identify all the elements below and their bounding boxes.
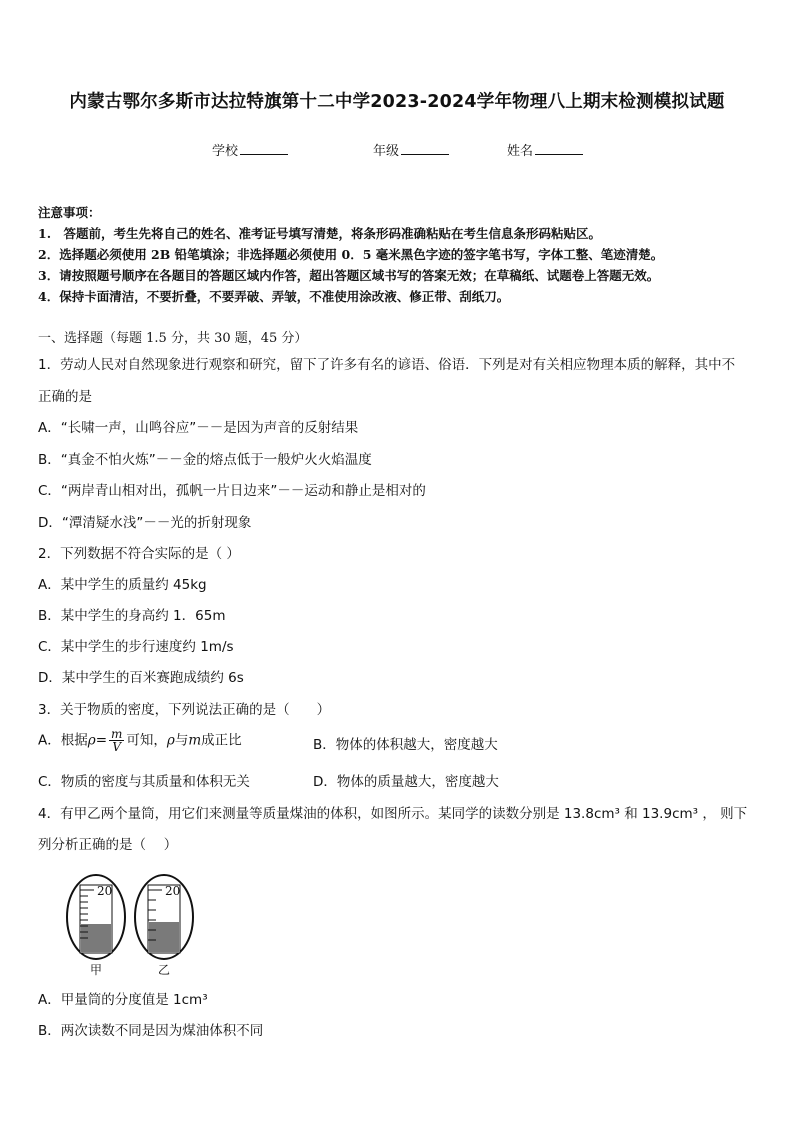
q4-stem-line1: 4．有甲乙两个量筒，用它们来测量等质量煤油的体积，如图所示。某同学的读数分别是 13.8cm³ 和 13.9cm³ ， 则下 (38, 806, 748, 822)
school-blank[interactable] (240, 142, 288, 155)
name-label: 姓名 (507, 144, 534, 159)
q1-option-a[interactable]: A．“长啸一声，山鸣谷应”－－是因为声音的反射结果 (38, 420, 359, 436)
density-fraction (109, 728, 124, 753)
q1-stem-line1: 1．劳动人民对自然现象进行观察和研究，留下了许多有名的谚语、俗语．下列是对有关相应物理本质的解释，其中不 (38, 357, 736, 373)
cylinder-a-label: 甲 (90, 963, 103, 977)
notice-item-2: 2．选择题必须使用 2B 铅笔填涂；非选择题必须使用 0．5 毫米黑色字迹的签字笔书写，字体工整、笔迹清楚。 (38, 247, 664, 262)
grade-field[interactable] (373, 140, 449, 159)
q3-a-mid: 可知， (126, 732, 167, 749)
q3-a-mid2: 与 (174, 732, 189, 749)
name-blank[interactable] (535, 142, 583, 155)
graduated-cylinders-figure (60, 870, 220, 980)
cylinder-b (135, 875, 193, 959)
q3-stem: 3．关于物质的密度，下列说法正确的是（ ） (38, 702, 331, 718)
notice-item-1: 1. 答题前，考生先将自己的姓名、准考证号填写清楚，将条形码准确粘贴在考生信息条形码粘贴区。 (38, 226, 602, 241)
q2-option-b[interactable]: B．某中学生的身高约 1．65m (38, 608, 226, 624)
fraction-denominator: V (112, 740, 122, 754)
q2-option-d[interactable]: D．某中学生的百米赛跑成绩约 6s (38, 670, 244, 686)
q2-option-c[interactable]: C．某中学生的步行速度约 1m/s (38, 639, 234, 655)
rho-symbol-2: ρ (166, 732, 175, 749)
notice-item-3: 3．请按照题号顺序在各题目的答题区域内作答，超出答题区域书写的答案无效；在草稿纸、试题卷上答题无效。 (38, 268, 660, 283)
q2-option-a[interactable]: A．某中学生的质量约 45kg (38, 577, 207, 593)
section-heading: 一、选择题（每题 1.5 分，共 30 题，45 分） (38, 331, 308, 346)
q4-option-b[interactable]: B．两次读数不同是因为煤油体积不同 (38, 1023, 264, 1039)
cylinders-illustration (60, 870, 220, 980)
cylinder-b-tick-label: 20 (165, 884, 181, 898)
q1-stem-line2: 正确的是 (38, 389, 92, 405)
rho-symbol: ρ (87, 732, 96, 749)
page-title: 内蒙古鄂尔多斯市达拉特旗第十二中学2023-2024学年物理八上期末检测模拟试题 (69, 92, 725, 112)
notice-heading: 注意事项： (38, 205, 101, 220)
q1-option-b[interactable]: B．“真金不怕火炼”－－金的熔点低于一般炉火火焰温度 (38, 452, 372, 468)
q4-option-a[interactable]: A．甲量筒的分度值是 1cm³ (38, 992, 208, 1008)
notice-item-4: 4．保持卡面清洁，不要折叠，不要弄破、弄皱，不准使用涂改液、修正带、刮纸刀。 (38, 289, 510, 304)
q3-option-d[interactable]: D．物体的质量越大，密度越大 (313, 774, 499, 790)
q2-stem: 2．下列数据不符合实际的是（ ） (38, 546, 240, 562)
cylinder-a (67, 875, 125, 959)
grade-blank[interactable] (401, 142, 449, 155)
mass-symbol: m (188, 732, 202, 749)
name-field[interactable] (507, 140, 583, 159)
school-label: 学校 (212, 144, 239, 159)
q3-a-prefix: A．根据 (38, 732, 88, 749)
q3-option-b[interactable]: B．物体的体积越大，密度越大 (313, 737, 498, 753)
fraction-numerator: m (111, 727, 123, 741)
cylinder-a-tick-label: 20 (97, 884, 113, 898)
q3-option-c[interactable]: C．物质的密度与其质量和体积无关 (38, 774, 250, 790)
q1-option-d[interactable]: D．“潭清疑水浅”－－光的折射现象 (38, 515, 252, 531)
q1-option-c[interactable]: C．“两岸青山相对出，孤帆一片日边来”－－运动和静止是相对的 (38, 483, 426, 499)
q3-option-a[interactable] (38, 728, 242, 753)
equals-sign: = (95, 732, 107, 749)
q3-a-suffix: 成正比 (201, 732, 242, 749)
cylinder-b-label: 乙 (158, 963, 171, 977)
q4-stem-line2: 列分析正确的是（ ） (38, 837, 178, 853)
school-field[interactable] (212, 140, 288, 159)
grade-label: 年级 (373, 144, 400, 159)
